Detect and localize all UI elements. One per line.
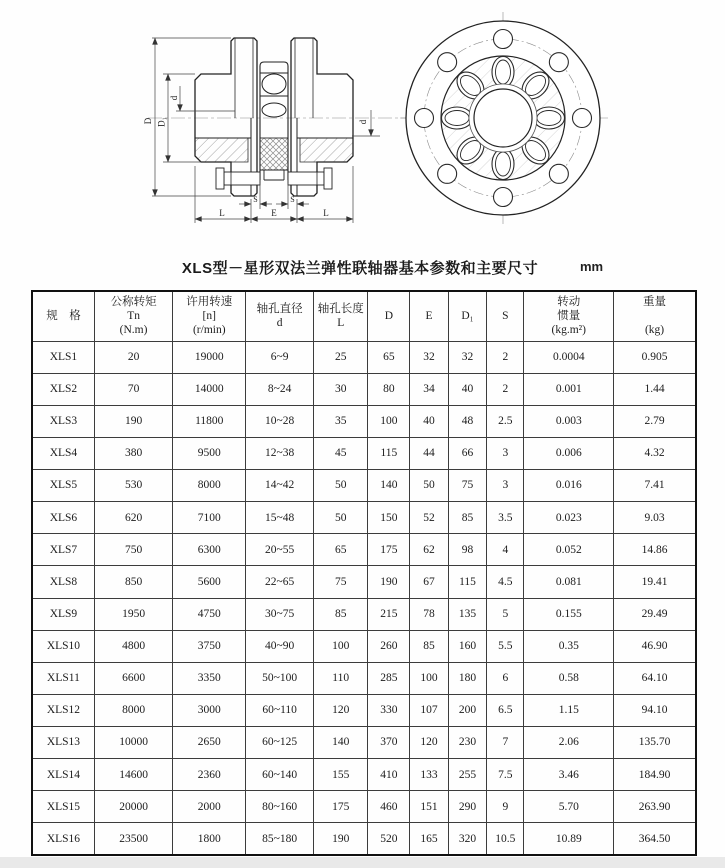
table-row [32, 791, 696, 823]
table-cell: 98 [448, 534, 487, 566]
table-cell: 215 [368, 598, 410, 630]
table-cell: 60~140 [246, 759, 314, 791]
table-cell: 25 [314, 341, 368, 373]
dim-label-D: D [143, 117, 153, 125]
table-cell: 7.5 [487, 759, 524, 791]
table-cell: 410 [368, 759, 410, 791]
table-cell: XLS15 [32, 791, 94, 823]
table-cell: 370 [368, 727, 410, 759]
table-cell: 32 [448, 341, 487, 373]
table-cell: 285 [368, 662, 410, 694]
table-row [32, 630, 696, 662]
dim-label-S-right: S [290, 195, 295, 204]
table-cell: XLS1 [32, 341, 94, 373]
table-cell: 2650 [173, 727, 246, 759]
table-cell: 0.905 [614, 341, 696, 373]
table-cell: 120 [410, 727, 449, 759]
table-cell: 0.052 [524, 534, 614, 566]
table-cell: 8~24 [246, 373, 314, 405]
table-cell: 4750 [173, 598, 246, 630]
table-row [32, 662, 696, 694]
dim-label-L-left: L [219, 208, 225, 218]
table-cell: 12~38 [246, 437, 314, 469]
table-cell: 62 [410, 534, 449, 566]
table-cell: 2.79 [614, 405, 696, 437]
column-header: 许用转速 [n] (r/min) [173, 291, 246, 341]
table-cell: 175 [368, 534, 410, 566]
table-cell: 2 [487, 341, 524, 373]
table-cell: 0.155 [524, 598, 614, 630]
table-cell: 190 [314, 823, 368, 855]
column-header: 规 格 [32, 291, 94, 341]
table-cell: 75 [314, 566, 368, 598]
table-row [32, 727, 696, 759]
table-cell: 50 [314, 502, 368, 534]
table-cell: 0.35 [524, 630, 614, 662]
table-cell: 151 [410, 791, 449, 823]
table-cell: 620 [94, 502, 172, 534]
column-header: 重量 (kg) [614, 291, 696, 341]
table-cell: 115 [448, 566, 487, 598]
table-cell: 60~125 [246, 727, 314, 759]
table-row [32, 437, 696, 469]
table-cell: 3.46 [524, 759, 614, 791]
table-cell: 4 [487, 534, 524, 566]
table-cell: 30~75 [246, 598, 314, 630]
table-cell: 0.023 [524, 502, 614, 534]
table-cell: 7 [487, 727, 524, 759]
table-cell: 9.03 [614, 502, 696, 534]
column-header: 转动 惯量 (kg.m²) [524, 291, 614, 341]
column-header: 轴孔长度 L [314, 291, 368, 341]
table-cell: 380 [94, 437, 172, 469]
table-cell: 1950 [94, 598, 172, 630]
table-cell: 120 [314, 694, 368, 726]
table-cell: 75 [448, 470, 487, 502]
table-cell: 50 [314, 470, 368, 502]
table-cell: XLS12 [32, 694, 94, 726]
table-cell: 230 [448, 727, 487, 759]
table-cell: 8000 [173, 470, 246, 502]
table-row [32, 470, 696, 502]
table-cell: 0.016 [524, 470, 614, 502]
table-cell: 10~28 [246, 405, 314, 437]
table-cell: 50~100 [246, 662, 314, 694]
table-row [32, 598, 696, 630]
table-cell: 1800 [173, 823, 246, 855]
table-cell: 2.06 [524, 727, 614, 759]
table-cell: 52 [410, 502, 449, 534]
spec-table-head [32, 291, 696, 341]
table-cell: 3750 [173, 630, 246, 662]
table-cell: 0.001 [524, 373, 614, 405]
table-cell: 85~180 [246, 823, 314, 855]
table-row [32, 694, 696, 726]
table-cell: XLS3 [32, 405, 94, 437]
table-cell: 10.5 [487, 823, 524, 855]
spec-table-wrap [31, 290, 697, 856]
table-cell: 107 [410, 694, 449, 726]
table-cell: 140 [314, 727, 368, 759]
table-cell: 133 [410, 759, 449, 791]
technical-drawing [0, 0, 725, 252]
table-cell: 1.44 [614, 373, 696, 405]
table-cell: 6600 [94, 662, 172, 694]
table-cell: 184.90 [614, 759, 696, 791]
table-cell: 180 [448, 662, 487, 694]
table-cell: 5.5 [487, 630, 524, 662]
table-cell: XLS2 [32, 373, 94, 405]
page-bottom-edge [0, 857, 725, 868]
table-cell: XLS5 [32, 470, 94, 502]
table-cell: 5 [487, 598, 524, 630]
table-cell: XLS9 [32, 598, 94, 630]
table-cell: 48 [448, 405, 487, 437]
dim-label-d-right: d [358, 119, 368, 125]
table-cell: 80~160 [246, 791, 314, 823]
star-element-section-1 [262, 74, 286, 94]
table-cell: 115 [368, 437, 410, 469]
table-cell: 4.32 [614, 437, 696, 469]
table-cell: XLS16 [32, 823, 94, 855]
table-cell: 155 [314, 759, 368, 791]
table-cell: 64.10 [614, 662, 696, 694]
table-cell: 100 [314, 630, 368, 662]
dim-label-E: E [271, 208, 277, 218]
table-cell: 3000 [173, 694, 246, 726]
table-cell: 70 [94, 373, 172, 405]
table-cell: 9 [487, 791, 524, 823]
table-cell: 10.89 [524, 823, 614, 855]
table-cell: 2000 [173, 791, 246, 823]
table-row [32, 823, 696, 855]
table-cell: 320 [448, 823, 487, 855]
table-cell: 3.5 [487, 502, 524, 534]
table-cell: 7100 [173, 502, 246, 534]
table-row [32, 534, 696, 566]
table-cell: 530 [94, 470, 172, 502]
table-cell: 8000 [94, 694, 172, 726]
table-cell: 3350 [173, 662, 246, 694]
table-cell: 4.5 [487, 566, 524, 598]
table-cell: 85 [448, 502, 487, 534]
table-cell: 2.5 [487, 405, 524, 437]
header-row [32, 291, 696, 341]
table-cell: 22~65 [246, 566, 314, 598]
table-cell: 29.49 [614, 598, 696, 630]
table-cell: 85 [410, 630, 449, 662]
table-cell: 60~110 [246, 694, 314, 726]
table-cell: 100 [368, 405, 410, 437]
table-cell: 3 [487, 470, 524, 502]
table-row [32, 502, 696, 534]
table-cell: 45 [314, 437, 368, 469]
table-cell: 6 [487, 662, 524, 694]
table-cell: 160 [448, 630, 487, 662]
coupling-front-view [400, 12, 608, 224]
table-cell: 0.081 [524, 566, 614, 598]
table-cell: 2360 [173, 759, 246, 791]
table-cell: 34 [410, 373, 449, 405]
table-cell: 14.86 [614, 534, 696, 566]
table-cell: 260 [368, 630, 410, 662]
table-cell: 19.41 [614, 566, 696, 598]
table-cell: 14~42 [246, 470, 314, 502]
table-row [32, 373, 696, 405]
table-row [32, 341, 696, 373]
coupling-drawing [0, 0, 725, 252]
table-cell: 80 [368, 373, 410, 405]
table-cell: 15~48 [246, 502, 314, 534]
spec-table [31, 290, 697, 856]
table-cell: 0.58 [524, 662, 614, 694]
table-cell: 6~9 [246, 341, 314, 373]
table-cell: XLS10 [32, 630, 94, 662]
table-cell: XLS8 [32, 566, 94, 598]
table-cell: 0.0004 [524, 341, 614, 373]
star-element-section-2 [262, 103, 286, 117]
table-cell: 135.70 [614, 727, 696, 759]
table-cell: 255 [448, 759, 487, 791]
table-cell: 6300 [173, 534, 246, 566]
table-cell: 0.006 [524, 437, 614, 469]
unit-label: mm [580, 259, 604, 274]
table-cell: 290 [448, 791, 487, 823]
table-cell: 40~90 [246, 630, 314, 662]
table-cell: 140 [368, 470, 410, 502]
hatch-left-hub [195, 138, 248, 162]
table-cell: 65 [368, 341, 410, 373]
table-cell: 460 [368, 791, 410, 823]
table-cell: 165 [410, 823, 449, 855]
table-cell: XLS13 [32, 727, 94, 759]
table-cell: 110 [314, 662, 368, 694]
table-row [32, 566, 696, 598]
bolt-left [216, 168, 260, 189]
spec-table-body [32, 341, 696, 855]
table-cell: 190 [94, 405, 172, 437]
table-cell: 11800 [173, 405, 246, 437]
bolt-right [288, 168, 332, 189]
table-cell: 14600 [94, 759, 172, 791]
table-cell: 150 [368, 502, 410, 534]
dim-label-d-left: d [169, 95, 179, 101]
table-cell: 2 [487, 373, 524, 405]
table-cell: 66 [448, 437, 487, 469]
table-cell: 190 [368, 566, 410, 598]
table-cell: 3 [487, 437, 524, 469]
table-cell: XLS14 [32, 759, 94, 791]
table-cell: 20~55 [246, 534, 314, 566]
table-cell: 14000 [173, 373, 246, 405]
coupling-section-view [143, 38, 420, 223]
table-cell: 7.41 [614, 470, 696, 502]
table-cell: 263.90 [614, 791, 696, 823]
table-cell: 40 [448, 373, 487, 405]
table-cell: 750 [94, 534, 172, 566]
hatch-center-spacer [260, 138, 288, 170]
hatch-right-hub [300, 138, 353, 162]
table-cell: 850 [94, 566, 172, 598]
table-cell: XLS7 [32, 534, 94, 566]
column-header: 轴孔直径 d [246, 291, 314, 341]
table-cell: 5.70 [524, 791, 614, 823]
table-cell: 44 [410, 437, 449, 469]
table-cell: XLS4 [32, 437, 94, 469]
table-cell: XLS11 [32, 662, 94, 694]
table-cell: XLS6 [32, 502, 94, 534]
table-cell: 23500 [94, 823, 172, 855]
table-cell: 4800 [94, 630, 172, 662]
table-cell: 40 [410, 405, 449, 437]
table-cell: 65 [314, 534, 368, 566]
column-header: 公称转矩 Tn (N.m) [94, 291, 172, 341]
table-cell: 135 [448, 598, 487, 630]
table-cell: 0.003 [524, 405, 614, 437]
table-cell: 30 [314, 373, 368, 405]
column-header: E [410, 291, 449, 341]
table-cell: 19000 [173, 341, 246, 373]
table-cell: 94.10 [614, 694, 696, 726]
table-cell: 67 [410, 566, 449, 598]
dim-label-S-left: S [253, 195, 258, 204]
table-cell: 200 [448, 694, 487, 726]
table-cell: 50 [410, 470, 449, 502]
table-cell: 78 [410, 598, 449, 630]
column-header: D₁ [448, 291, 487, 341]
table-cell: 85 [314, 598, 368, 630]
table-cell: 364.50 [614, 823, 696, 855]
dimension-lines [152, 38, 380, 223]
table-cell: 175 [314, 791, 368, 823]
table-cell: 5600 [173, 566, 246, 598]
table-cell: 35 [314, 405, 368, 437]
dim-label-L-right: L [323, 208, 329, 218]
table-cell: 20 [94, 341, 172, 373]
table-row [32, 759, 696, 791]
column-header: S [487, 291, 524, 341]
table-cell: 100 [410, 662, 449, 694]
table-cell: 1.15 [524, 694, 614, 726]
dim-label-D1: D₁ [156, 117, 167, 127]
table-cell: 46.90 [614, 630, 696, 662]
column-header: D [368, 291, 410, 341]
table-cell: 330 [368, 694, 410, 726]
page-title: XLS型－星形双法兰弹性联轴器基本参数和主要尺寸 [181, 260, 539, 277]
table-cell: 32 [410, 341, 449, 373]
center-bore [474, 89, 532, 147]
table-cell: 520 [368, 823, 410, 855]
table-row [32, 405, 696, 437]
table-cell: 20000 [94, 791, 172, 823]
table-cell: 10000 [94, 727, 172, 759]
table-cell: 6.5 [487, 694, 524, 726]
table-cell: 9500 [173, 437, 246, 469]
